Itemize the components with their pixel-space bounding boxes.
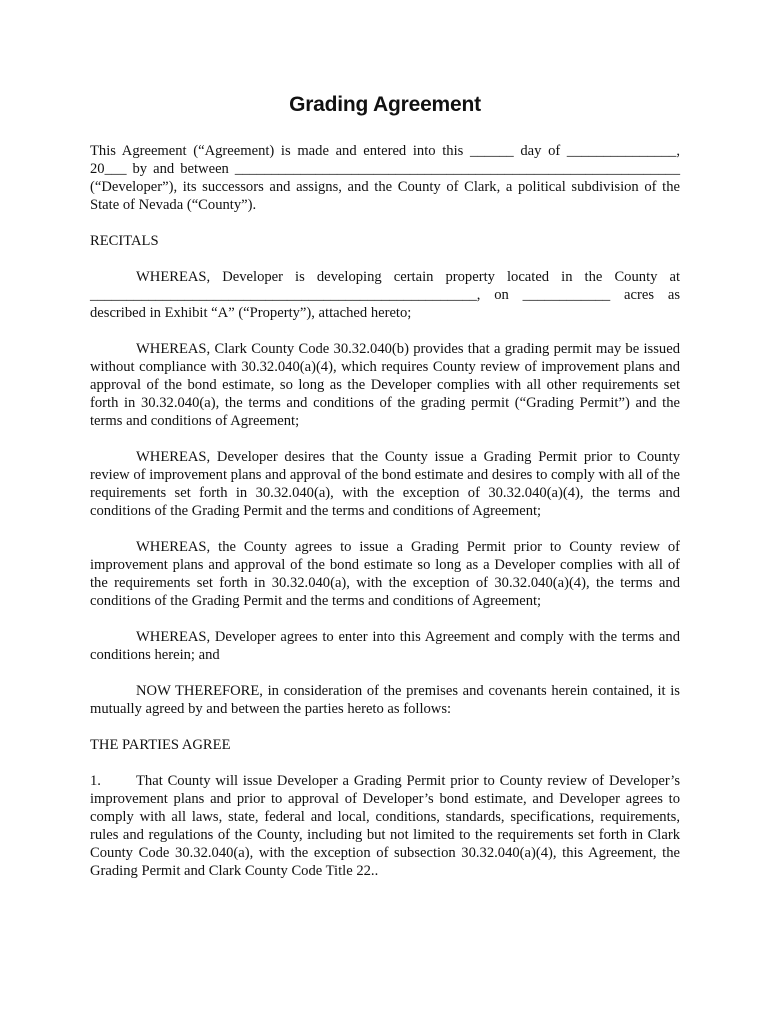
document-page [90, 84, 680, 898]
recital-paragraph-4: WHEREAS, the County agrees to issue a Grading Permit prior to County review of improvement plans and approval of the bond estimate so long as a Developer complies with all of the requirements set forth in 30.32.040(a), with the exception of 30.32.040(a)(4), the terms and conditions of the Grading Permit and the terms and conditions of Agreement; [90, 539, 680, 609]
clause-1-number: 1. [90, 773, 101, 789]
recital-paragraph-1: WHEREAS, Developer is developing certain property located in the County at _____________________________________________________, on ____________ acres as described in Exhibit “A” (“Property”), attached hereto; [90, 269, 680, 321]
intro-paragraph: This Agreement (“Agreement) is made and entered into this ______ day of _______________, 20___ by and between _____________________________________________________________ (“Developer”), its successors and assigns, and the County of Clark, a political subdivision of the State of Nevada (“County”). [90, 143, 680, 213]
recital-paragraph-2: WHEREAS, Clark County Code 30.32.040(b) provides that a grading permit may be issued without compliance with 30.32.040(a)(4), which requires County review of improvement plans and approval of the bond estimate, so long as the Developer complies with all other requirements set forth in 30.32.040(a), the terms and conditions of the grading permit (“Grading Permit”) and the terms and conditions of Agreement; [90, 341, 680, 429]
clause-1 [90, 772, 680, 880]
parties-agree-heading: THE PARTIES AGREE [90, 737, 231, 753]
recitals-heading: RECITALS [90, 233, 159, 249]
recital-paragraph-3: WHEREAS, Developer desires that the County issue a Grading Permit prior to County review of improvement plans and approval of the bond estimate and desires to comply with all of the requirements set forth in 30.32.040(a), with the exception of 30.32.040(a)(4), the terms and conditions of the Grading Permit and the terms and conditions of Agreement; [90, 449, 680, 519]
recital-paragraph-6: NOW THEREFORE, in consideration of the premises and covenants herein contained, it is mutually agreed by and between the parties hereto as follows: [90, 683, 680, 717]
recital-paragraph-5: WHEREAS, Developer agrees to enter into this Agreement and comply with the terms and conditions herein; and [90, 629, 680, 663]
document-title: Grading Agreement [289, 93, 481, 116]
clause-1-text: That County will issue Developer a Grading Permit prior to County review of Developer’s improvement plans and prior to approval of Developer’s bond estimate, and Developer agrees to comply with all laws, state, federal and local, conditions, standards, specifications, requirements, rules and regulations of the County, including but not limited to the requirements set forth in Clark County Code 30.32.040(a), with the exception of subsection 30.32.040(a)(4), this Agreement, the Grading Permit and Clark County Code Title 22.. [90, 773, 680, 879]
